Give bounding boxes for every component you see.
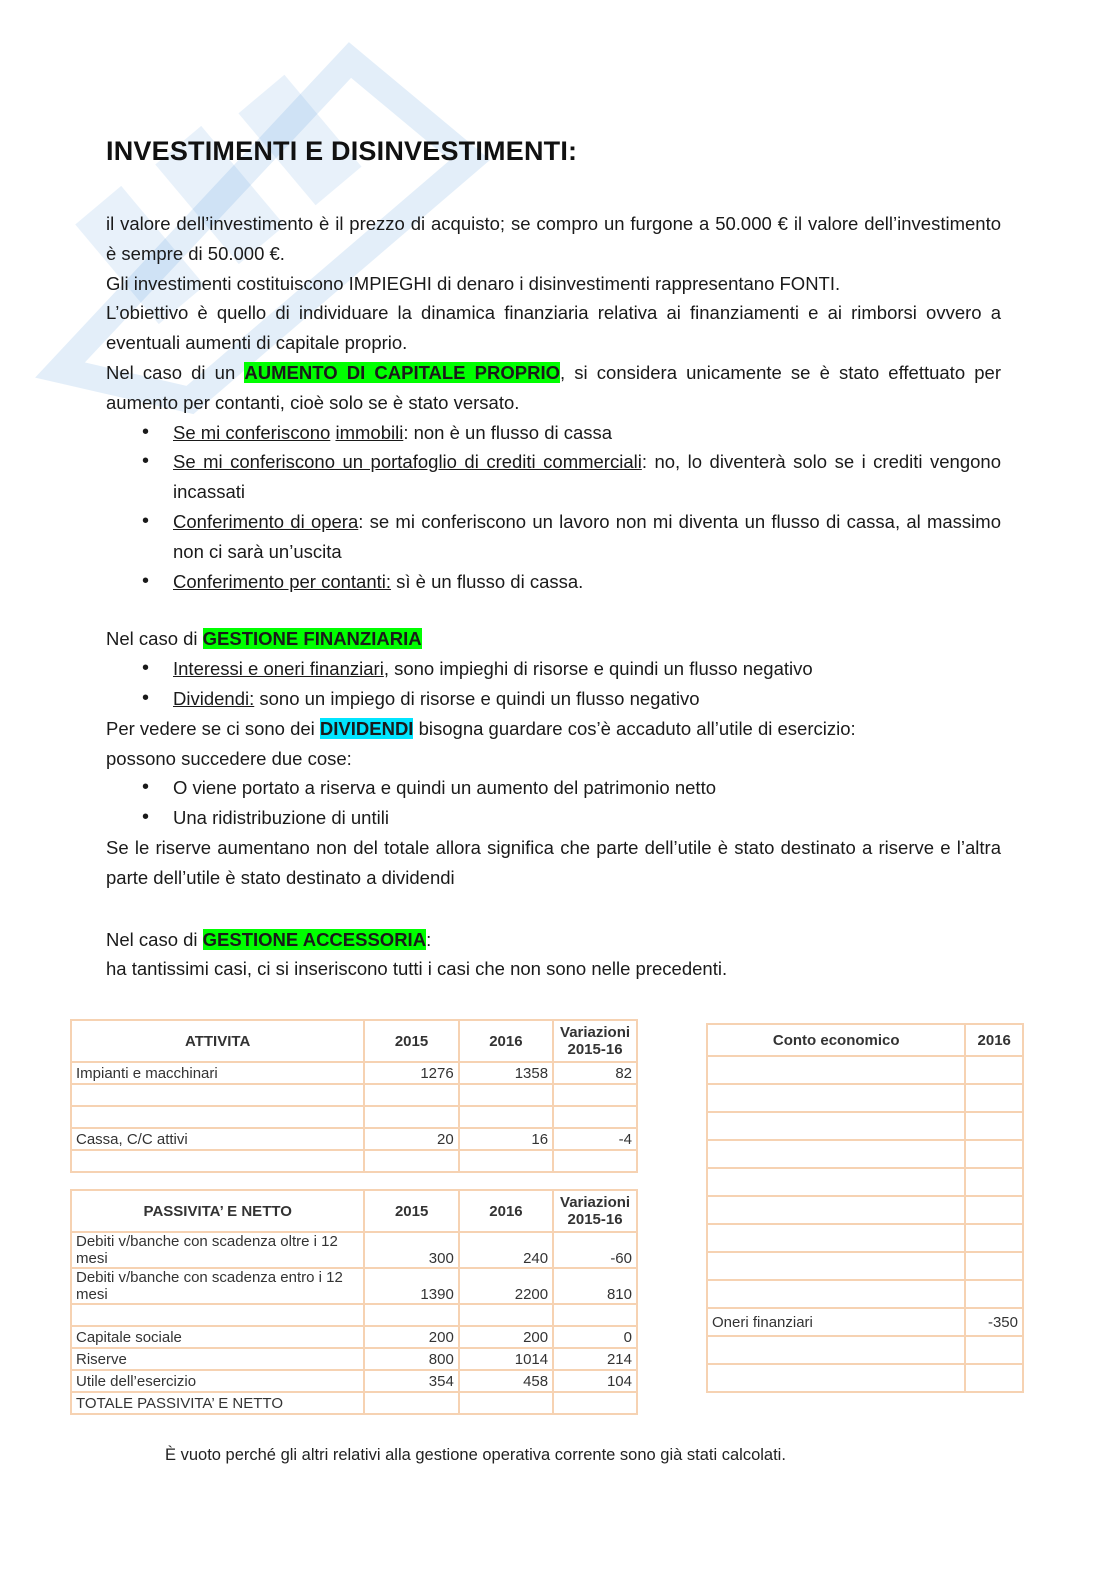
dividendi-line-2: possono succedere due cose:	[106, 747, 352, 769]
table-cell: Cassa, C/C attivi	[71, 1128, 364, 1150]
table-cell: 1390	[364, 1268, 458, 1304]
table-cell	[707, 1140, 965, 1168]
list-item: • Una ridistribuzione di untili	[173, 803, 1001, 833]
table-cell: 20	[364, 1128, 458, 1150]
table-cell	[965, 1364, 1023, 1392]
table-row	[71, 1084, 637, 1106]
capitale-list	[106, 418, 1001, 597]
table-cell: 2200	[459, 1268, 553, 1304]
table-cell	[965, 1252, 1023, 1280]
table-row	[707, 1308, 1023, 1336]
table-cell: Riserve	[71, 1348, 364, 1370]
table-cell	[965, 1224, 1023, 1252]
table-cell	[553, 1084, 637, 1106]
table-cell: Impianti e macchinari	[71, 1062, 364, 1084]
table-cell	[707, 1084, 965, 1112]
table-cell	[459, 1392, 553, 1414]
table-cell	[965, 1084, 1023, 1112]
table-row	[71, 1106, 637, 1128]
list-item	[173, 654, 1001, 684]
table-cell	[71, 1150, 364, 1172]
table-row	[71, 1062, 637, 1084]
table-cell: Debiti v/banche con scadenza oltre i 12 mesi	[71, 1232, 364, 1268]
table-cell: 200	[364, 1326, 458, 1348]
table-row	[707, 1056, 1023, 1084]
passivita-table	[70, 1189, 638, 1415]
table-cell	[965, 1112, 1023, 1140]
item-underlined: Se mi conferiscono un portafoglio di crediti commerciali	[173, 451, 642, 473]
finanziaria-list	[106, 654, 1001, 714]
table-cell: 104	[553, 1370, 637, 1392]
table-cell: 200	[459, 1326, 553, 1348]
dividendi-suffix: bisogna guardare cos’è accaduto all’utile di esercizio:	[413, 717, 856, 739]
table-cell: -60	[553, 1232, 637, 1268]
dividendi-prefix: Per vedere se ci sono dei	[106, 717, 320, 739]
table-cell	[364, 1106, 458, 1128]
table-header-row	[71, 1190, 637, 1232]
table-cell: 0	[553, 1326, 637, 1348]
dividendi-highlight: DIVIDENDI	[319, 717, 414, 739]
column-header: 2016	[459, 1190, 553, 1232]
finanziaria-heading	[106, 624, 1001, 654]
table-cell	[965, 1056, 1023, 1084]
table-cell	[707, 1364, 965, 1392]
table-cell	[364, 1150, 458, 1172]
capitale-prefix: Nel caso di un	[106, 361, 245, 383]
table-cell	[71, 1084, 364, 1106]
table-cell	[965, 1168, 1023, 1196]
intro-paragraph-1: il valore dell’investimento è il prezzo di acquisto; se compro un furgone a 50.000 € il valore dell’investimento è sempre di 50.000 €.	[106, 213, 1001, 264]
item-text: : no, lo diventerà solo se i crediti vengono incassati	[173, 451, 1002, 503]
table-cell: -4	[553, 1128, 637, 1150]
table-cell: 82	[553, 1062, 637, 1084]
column-header: ATTIVITA	[71, 1020, 364, 1062]
table-cell: Oneri finanziari	[707, 1308, 965, 1336]
accessoria-heading	[106, 925, 1001, 955]
capitale-highlight: AUMENTO DI CAPITALE PROPRIO	[244, 361, 560, 383]
document-page	[106, 136, 1001, 984]
item-underlined: Interessi e oneri finanziari	[173, 658, 384, 680]
table-row	[707, 1280, 1023, 1308]
table-cell	[965, 1140, 1023, 1168]
table-cell	[707, 1112, 965, 1140]
table-cell	[707, 1196, 965, 1224]
table-cell	[707, 1280, 965, 1308]
dividendi-paragraph	[106, 714, 1001, 744]
item-text: sì è un flusso di cassa.	[391, 570, 584, 592]
table-cell	[364, 1084, 458, 1106]
table-row	[71, 1232, 637, 1268]
column-header: 2015	[364, 1020, 458, 1062]
column-header: 2016	[459, 1020, 553, 1062]
list-item	[173, 447, 1001, 507]
table-row	[71, 1150, 637, 1172]
column-header: Conto economico	[707, 1024, 965, 1056]
list-item	[173, 684, 1001, 714]
table-cell	[965, 1280, 1023, 1308]
table-cell: 810	[553, 1268, 637, 1304]
table-cell	[364, 1304, 458, 1326]
table-row	[707, 1252, 1023, 1280]
item-text: : non è un flusso di cassa	[403, 421, 613, 443]
item-underlined: Conferimento di opera	[173, 510, 359, 532]
table-row	[707, 1084, 1023, 1112]
table-cell	[707, 1224, 965, 1252]
table-cell	[707, 1056, 965, 1084]
item-underlined: Dividendi:	[173, 687, 255, 709]
table-cell: 458	[459, 1370, 553, 1392]
table-row	[71, 1304, 637, 1326]
list-item: • O viene portato a riserva e quindi un aumento del patrimonio netto	[173, 773, 1001, 803]
table-cell	[459, 1106, 553, 1128]
table-cell	[553, 1304, 637, 1326]
table-row	[707, 1224, 1023, 1252]
table-cell: -350	[965, 1308, 1023, 1336]
table-row	[71, 1326, 637, 1348]
intro-paragraph-2: Gli investimenti costituiscono IMPIEGHI di denaro i disinvestimenti rappresentano FONTI.	[106, 272, 841, 294]
capitale-suffix: , si considera unicamente se è stato effettuato per aumento per contanti, cioè solo se è stato versato.	[106, 361, 1001, 413]
column-header: Variazioni 2015-16	[553, 1020, 637, 1062]
capitale-paragraph	[106, 358, 1001, 418]
dividendi-cases-list	[106, 773, 1001, 833]
table-cell: Capitale sociale	[71, 1326, 364, 1348]
table-caption: È vuoto perché gli altri relativi alla gestione operativa corrente sono già stati calcolati.	[165, 1446, 786, 1464]
column-header: 2015	[364, 1190, 458, 1232]
intro-paragraph-3: L’obiettivo è quello di individuare la dinamica finanziaria relativa ai finanziamenti e ai rimborsi ovvero a eventuali aumenti di capitale proprio.	[106, 302, 1001, 354]
table-cell: 16	[459, 1128, 553, 1150]
accessoria-prefix: Nel caso di	[106, 928, 203, 950]
column-header: Variazioni 2015-16	[553, 1190, 637, 1232]
table-cell: Debiti v/banche con scadenza entro i 12 mesi	[71, 1268, 364, 1304]
table-cell	[553, 1106, 637, 1128]
column-header: 2016	[965, 1024, 1023, 1056]
finanziaria-highlight: GESTIONE FINANZIARIA	[202, 628, 422, 650]
conto-economico-table	[706, 1023, 1024, 1393]
item-text: : se mi conferiscono un lavoro non mi diventa un flusso di cassa, al massimo non ci sarà un’uscita	[173, 510, 1001, 562]
item-underlined: Se mi conferiscono	[173, 421, 331, 443]
table-cell: 214	[553, 1348, 637, 1370]
table-cell: 800	[364, 1348, 458, 1370]
accessoria-line-2: ha tantissimi casi, ci si inseriscono tutti i casi che non sono nelle precedenti.	[106, 958, 728, 980]
accessoria-suffix: :	[426, 928, 432, 950]
finanziaria-conclusion: Se le riserve aumentano non del totale allora significa che parte dell’utile è stato destinato a riserve e l’altra parte dell’utile è stato destinato a dividendi	[106, 836, 1001, 888]
table-row	[707, 1168, 1023, 1196]
table-row	[71, 1392, 637, 1414]
table-cell	[965, 1196, 1023, 1224]
table-cell	[71, 1304, 364, 1326]
attivita-table	[70, 1019, 638, 1173]
table-row	[707, 1196, 1023, 1224]
table-cell	[459, 1150, 553, 1172]
item-text: , sono impieghi di risorse e quindi un flusso negativo	[383, 658, 813, 680]
table-header-row	[707, 1024, 1023, 1056]
list-item	[173, 507, 1001, 567]
item-underlined: Conferimento per contanti:	[173, 570, 392, 592]
accessoria-highlight: GESTIONE ACCESSORIA	[202, 928, 427, 950]
table-cell: 1014	[459, 1348, 553, 1370]
item-underlined: immobili	[335, 421, 404, 443]
table-cell	[707, 1252, 965, 1280]
table-row	[707, 1112, 1023, 1140]
table-row	[707, 1364, 1023, 1392]
table-cell	[707, 1168, 965, 1196]
list-item	[173, 567, 1001, 597]
table-cell: 240	[459, 1232, 553, 1268]
table-row	[707, 1336, 1023, 1364]
table-row	[707, 1140, 1023, 1168]
table-row	[71, 1268, 637, 1304]
table-cell: 1276	[364, 1062, 458, 1084]
table-cell	[965, 1336, 1023, 1364]
list-item	[173, 418, 1001, 448]
table-cell	[707, 1336, 965, 1364]
table-cell: 1358	[459, 1062, 553, 1084]
table-cell	[459, 1304, 553, 1326]
table-row	[71, 1128, 637, 1150]
table-row	[71, 1348, 637, 1370]
item-text: sono un impiego di risorse e quindi un flusso negativo	[254, 687, 700, 709]
table-cell	[553, 1150, 637, 1172]
table-header-row	[71, 1020, 637, 1062]
table-cell	[364, 1392, 458, 1414]
table-cell: Utile dell’esercizio	[71, 1370, 364, 1392]
column-header: PASSIVITA’ E NETTO	[71, 1190, 364, 1232]
table-cell: 300	[364, 1232, 458, 1268]
table-row	[71, 1370, 637, 1392]
table-cell	[71, 1106, 364, 1128]
finanziaria-prefix: Nel caso di	[106, 628, 203, 650]
table-cell: TOTALE PASSIVITA’ E NETTO	[71, 1392, 364, 1414]
table-cell	[553, 1392, 637, 1414]
table-cell	[459, 1084, 553, 1106]
page-title: INVESTIMENTI E DISINVESTIMENTI:	[106, 136, 578, 166]
document-body	[106, 209, 1001, 984]
table-cell: 354	[364, 1370, 458, 1392]
